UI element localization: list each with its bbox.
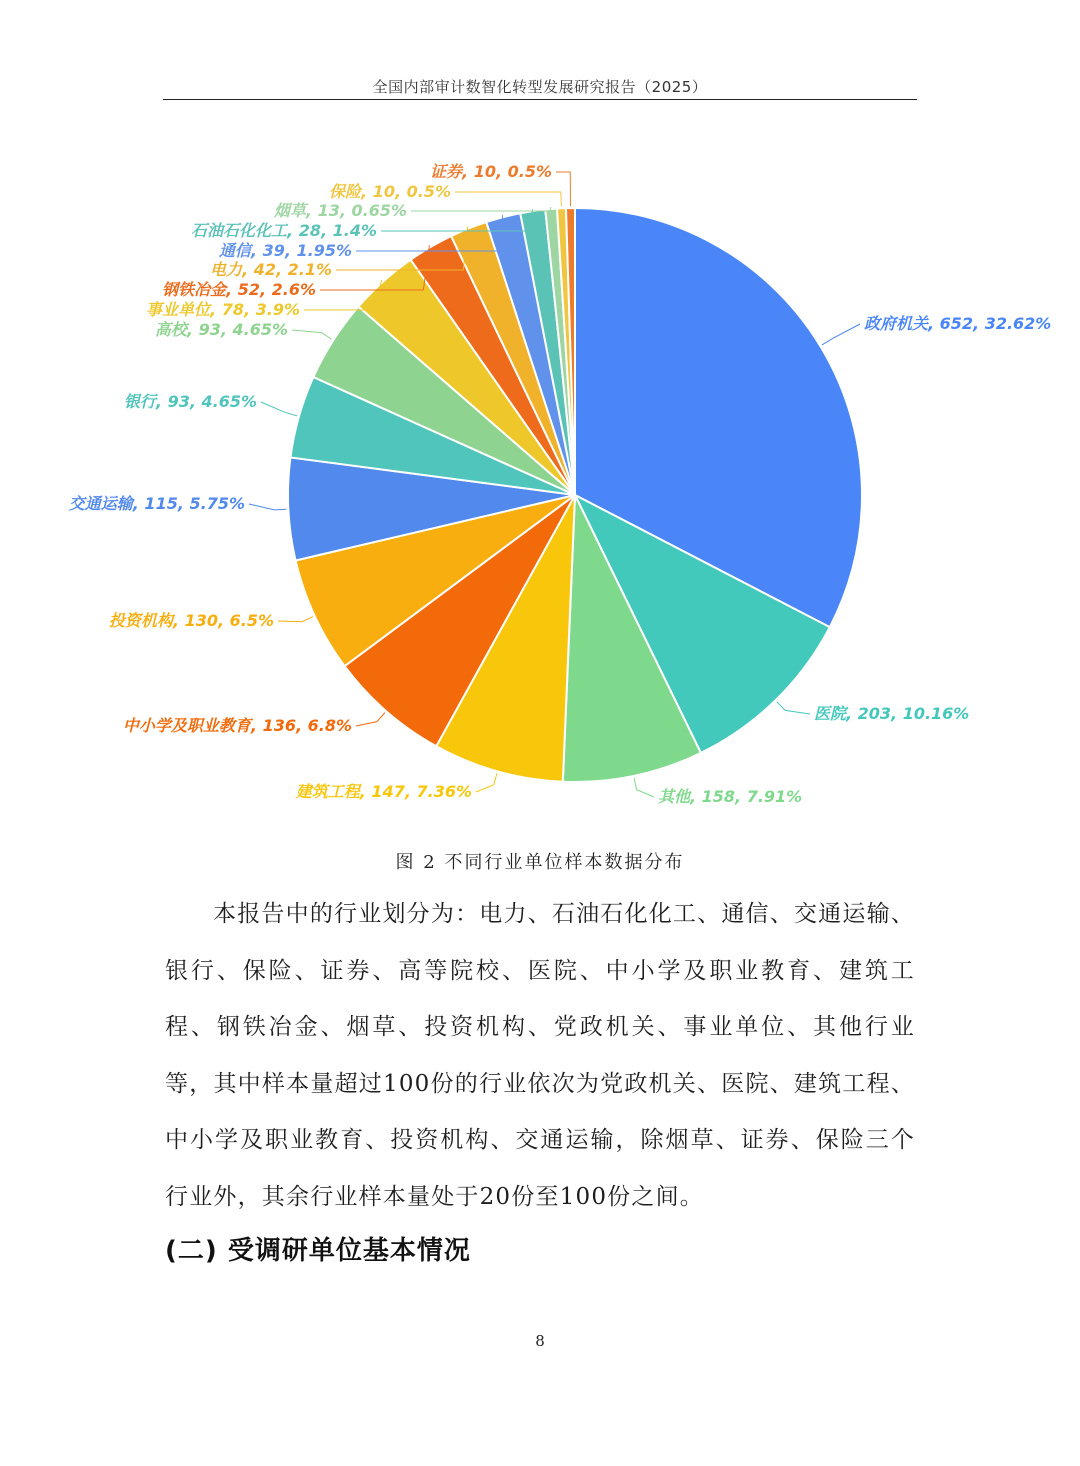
slice-label: 交通运输, 115, 5.75%: [68, 494, 245, 513]
section-heading: (二) 受调研单位基本情况: [165, 1236, 471, 1266]
slice-label: 石油石化化工, 28, 1.4%: [191, 221, 377, 240]
leader-line: [261, 402, 297, 416]
slice-label: 建筑工程, 147, 7.36%: [295, 782, 472, 801]
slice-label: 其他, 158, 7.91%: [658, 787, 803, 806]
slice-label: 事业单位, 78, 3.9%: [146, 300, 300, 319]
slice-label: 高校, 93, 4.65%: [154, 320, 288, 339]
leader-line: [278, 617, 313, 622]
leader-line: [476, 773, 497, 792]
slice-label: 中小学及职业教育, 136, 6.8%: [122, 716, 352, 735]
page-header-title: 全国内部审计数智化转型发展研究报告（2025）: [372, 78, 708, 96]
leader-line: [356, 713, 385, 726]
slice-label: 银行, 93, 4.65%: [123, 392, 257, 411]
page-number: 8: [535, 1332, 545, 1350]
leader-line: [455, 192, 561, 206]
leader-line: [411, 207, 551, 211]
pie-slices: [288, 208, 862, 782]
slice-label: 保险, 10, 0.5%: [329, 182, 451, 201]
slice-label: 政府机关, 652, 32.62%: [864, 314, 1052, 333]
header-divider: [163, 99, 917, 100]
industry-pie-chart: [0, 150, 1080, 830]
slice-label: 烟草, 13, 0.65%: [273, 201, 407, 220]
leader-line: [822, 324, 860, 345]
slice-label: 电力, 42, 2.1%: [210, 260, 332, 279]
leader-line: [249, 504, 286, 510]
leader-line: [634, 778, 654, 797]
slice-label: 医院, 203, 10.16%: [814, 704, 970, 723]
figure-caption: 图 2 不同行业单位样本数据分布: [395, 852, 685, 873]
leader-line: [556, 172, 570, 206]
slice-label: 证券, 10, 0.5%: [430, 162, 552, 181]
slice-label: 通信, 39, 1.95%: [218, 241, 352, 260]
leader-line: [777, 702, 810, 714]
body-paragraph: 本报告中的行业划分为：电力、石油石化化工、通信、交通运输、银行、保险、证券、高等院校、医院、中小学及职业教育、建筑工程、钢铁冶金、烟草、投资机构、党政机关、事业单位、其他行业等，其中样本量超过100份的行业依次为党政机关、医院、建筑工程、中小学及职业教育、投资机构、交通运输，除烟草、证券、保险三个行业外，其余行业样本量处于20份至100份之间。: [165, 901, 915, 1210]
slice-label: 钢铁冶金, 52, 2.6%: [162, 280, 316, 299]
leader-line: [292, 330, 332, 339]
slice-label: 投资机构, 130, 6.5%: [108, 611, 274, 630]
